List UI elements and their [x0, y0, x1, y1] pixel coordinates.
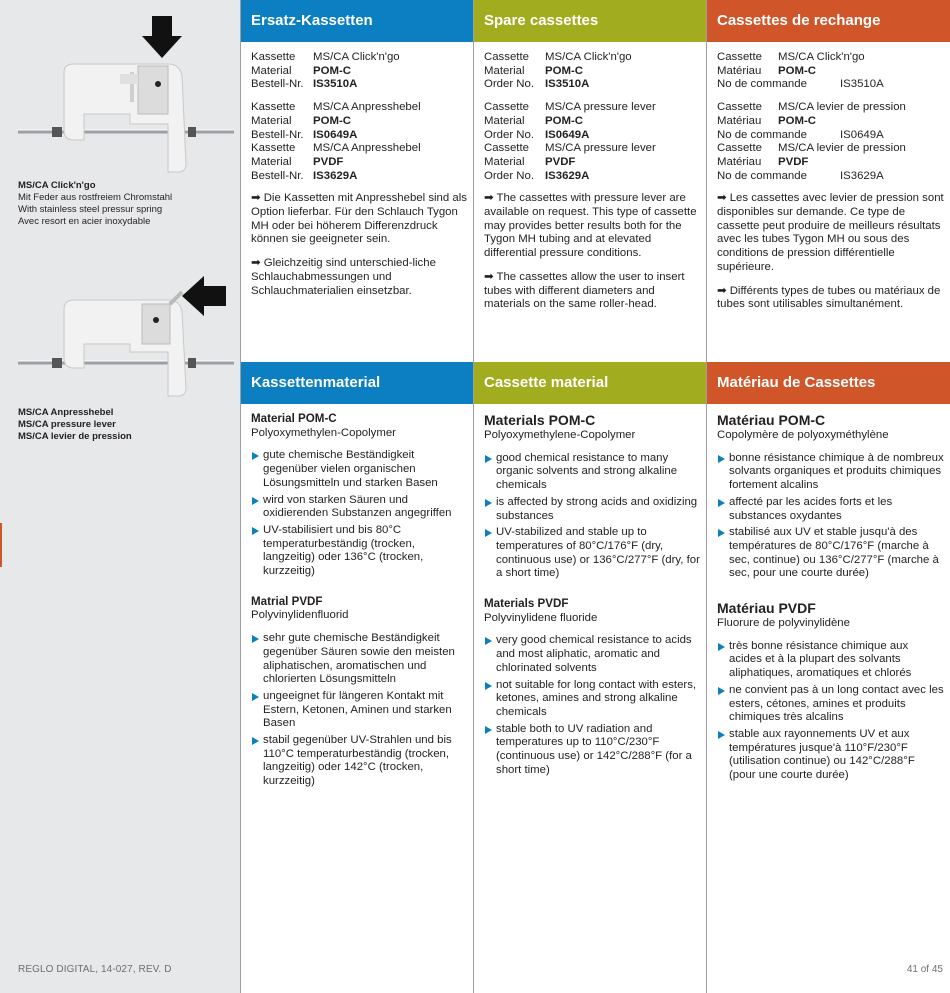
column-german: [241, 0, 474, 993]
figure2-caption-line: MS/CA pressure lever: [18, 419, 116, 430]
list-item: good chemical resistance to many organic solvents and strong alkaline chemicals: [484, 452, 700, 493]
list-item: UV-stabilized and stable up to temperatures of 80°C/176°F (dry, continuous use) or 136°C/277°F (dry, for a short time): [484, 526, 700, 581]
spec-table: [717, 51, 944, 78]
property-list: [484, 634, 700, 777]
spec-table: [717, 142, 944, 169]
spec-label: Cassette: [484, 51, 529, 63]
property-list: [484, 452, 700, 581]
spec-value: PVDF: [778, 155, 809, 168]
list-item: bonne résistance chimique à de nombreux solvants organiques et produits chimiques fortement alcalins: [717, 452, 944, 493]
list-item: ungeeignet für längeren Kontakt mit Estern, Ketonen, Aminen und starken Basen: [251, 690, 467, 731]
spec-value: POM-C: [545, 114, 583, 127]
spec-value: MS/CA levier de pression: [778, 101, 906, 114]
property-list: [251, 632, 467, 789]
order-number: IS3510A: [840, 78, 884, 91]
figure1-caption: [18, 180, 233, 228]
property-list: [717, 452, 944, 581]
spec-label: Order No.: [484, 78, 535, 91]
list-item: wird von starken Säuren und oxidierenden Substanzen angegriffen: [251, 494, 467, 521]
spec-label: Cassette: [717, 101, 762, 114]
spec-label: Bestell-Nr.: [251, 78, 304, 91]
spec-label: Cassette: [484, 101, 529, 114]
list-item: UV-stabilisiert und bis 80°C temperaturbeständig (trocken, langzeitig) oder 136°C (trocken, kurzzeitig): [251, 524, 467, 579]
cassette-material-section: [484, 410, 700, 780]
note-paragraph: ➡ Gleichzeitig sind unterschied-liche Schlauchabmessungen und Schlauchmaterialien einsetzbar.: [251, 257, 436, 297]
list-item: stable aux rayonnements UV et aux températures jusque'à 110°F/230°F (utilisation continue) ou 142°C/288°F (pour une courte durée): [717, 728, 944, 783]
material-title: Material POM-C: [251, 412, 337, 425]
material-title: Materials PVDF: [484, 597, 569, 611]
down-arrow-icon: [142, 16, 182, 58]
spec-label: Material: [484, 64, 525, 77]
order-number: IS3629A: [840, 169, 884, 182]
list-item: stabil gegenüber UV-Strahlen und bis 110°C temperaturbeständig (trocken, langzeitig) oder 142°C (trocken, kurzzeitig): [251, 734, 467, 789]
list-item: ne convient pas à un long contact avec les esters, cétones, amines et produits chimiques très alcalins: [717, 684, 944, 725]
spec-label: Bestell-Nr.: [251, 169, 304, 182]
header-spare-cassettes: Ersatz-Kassetten: [241, 0, 473, 42]
spec-order-row: [717, 170, 944, 184]
figure1-caption-line: With stainless steel pressur spring: [18, 204, 163, 215]
spec-value: MS/CA pressure lever: [545, 142, 656, 155]
material-title: Matériau POM-C: [717, 412, 826, 428]
material-subtitle: Polyvinylidenfluorid: [251, 609, 349, 622]
spec-value: POM-C: [778, 64, 816, 77]
material-title: Matrial PVDF: [251, 594, 323, 608]
spec-label: Bestell-Nr.: [251, 128, 304, 141]
column-french: [707, 0, 950, 993]
spec-value: POM-C: [313, 64, 351, 77]
note-paragraph: ➡ The cassettes allow the user to insert tubes with different diameters and materials on the same roller-head.: [484, 270, 685, 311]
spec-label: Order No.: [484, 169, 535, 182]
spec-value: MS/CA Click'n'go: [313, 51, 400, 63]
page-number: 41 of 45: [906, 964, 943, 975]
spec-label: Matériau: [717, 114, 762, 127]
spec-label: Cassette: [717, 51, 762, 63]
spare-cassettes-section: [484, 51, 700, 312]
material-subtitle: Polyoxymethylene-Copolymer: [484, 429, 636, 441]
list-item: très bonne résistance chimique aux acides et à la plupart des solvants aliphatiques, aromatiques et chlorés: [717, 640, 944, 681]
material-title: Matériau PVDF: [717, 600, 816, 617]
spec-label: Order No.: [484, 128, 535, 141]
list-item: is affected by strong acids and oxidizing substances: [484, 496, 700, 523]
list-item: gute chemische Beständigkeit gegenüber vielen organischen Lösungsmitteln und starken Basen: [251, 449, 467, 490]
spec-value: MS/CA Anpresshebel: [313, 142, 421, 155]
spec-order-row: [717, 129, 944, 143]
spec-label: Cassette: [717, 142, 762, 155]
property-list: [717, 640, 944, 783]
spec-label: No de commande: [717, 78, 807, 91]
order-number: IS3629A: [545, 169, 590, 182]
note-paragraph: ➡ Différents types de tubes ou matériaux de tubes sont utilisables simultanément.: [717, 284, 941, 311]
spec-label: Material: [484, 155, 525, 168]
spec-label: Kassette: [251, 101, 296, 114]
spec-order-row: [717, 78, 944, 92]
figure2-caption: [18, 407, 233, 443]
spec-table: [251, 101, 467, 183]
spec-label: No de commande: [717, 128, 807, 141]
material-subtitle: Fluorure de polyvinylidène: [717, 617, 850, 630]
spec-label: Kassette: [251, 51, 296, 63]
column-english: [474, 0, 707, 993]
cassette-material-section: [717, 410, 944, 786]
document-reference: REGLO DIGITAL, 14-027, REV. D: [18, 964, 172, 975]
spec-value: POM-C: [778, 114, 816, 127]
spec-value: PVDF: [545, 155, 576, 168]
spec-label: Matériau: [717, 64, 762, 77]
spec-table: [484, 101, 700, 183]
order-number: IS0649A: [840, 128, 884, 141]
material-title: Materials POM-C: [484, 412, 596, 428]
spec-table: [484, 51, 700, 92]
list-item: affecté par les acides forts et les substances oxydantes: [717, 496, 944, 523]
spare-cassettes-section: [717, 51, 944, 312]
left-arrow-icon: [182, 276, 226, 316]
spec-value: MS/CA Anpresshebel: [313, 101, 421, 114]
figure2-caption-line: MS/CA Anpresshebel: [18, 407, 114, 418]
spec-label: Material: [251, 64, 292, 77]
figure1-caption-title: MS/CA Click'n'go: [18, 180, 96, 191]
spec-value: MS/CA Click'n'go: [545, 51, 632, 63]
list-item: very good chemical resistance to acids and most aliphatic, aromatic and chlorinated solvents: [484, 634, 700, 675]
spec-value: POM-C: [313, 114, 351, 127]
header-cassette-material: Kassettenmaterial: [241, 362, 473, 404]
list-item: stable both to UV radiation and temperatures up to 110°C/230°F (continuous use) or 142°C/288°F (for a short time): [484, 723, 700, 778]
order-number: IS0649A: [313, 128, 358, 141]
header-spare-cassettes: Spare cassettes: [474, 0, 706, 42]
list-item: not suitable for long contact with esters, ketones, amines and strong alkaline chemicals: [484, 679, 700, 720]
spec-label: Cassette: [484, 142, 529, 155]
spec-label: Kassette: [251, 142, 296, 155]
spare-cassettes-section: [251, 51, 467, 298]
figure1-caption-line: Avec resort en acier inoxydable: [18, 216, 151, 227]
list-item: sehr gute chemische Beständigkeit gegenüber Säuren sowie den meisten aliphatischen, aromatischen und chlorierten Lösungsmitteln: [251, 632, 467, 687]
cassette-pressure-lever-image: [18, 270, 234, 400]
header-cassette-material: Matériau de Cassettes: [707, 362, 950, 404]
property-list: [251, 449, 467, 578]
spec-label: Material: [484, 114, 525, 127]
section-tab-marker: [0, 523, 2, 567]
list-item: stabilisé aux UV et stable jusqu'à des températures de 80°C/176°F (marche à sec, continue) ou 136°C/277°F (marche à sec, pour une courte durée): [717, 526, 944, 581]
spec-table: [251, 51, 467, 92]
note-paragraph: ➡ The cassettes with pressure lever are available on request. This type of cassette may provides better results both for the Tygon MH tubing and at elevated differential pressure conditions.: [484, 192, 697, 260]
spec-table: [717, 101, 944, 128]
header-cassette-material: Cassette material: [474, 362, 706, 404]
spec-value: POM-C: [545, 64, 583, 77]
order-number: IS3510A: [313, 78, 358, 91]
figure2-caption-line: MS/CA levier de pression: [18, 431, 132, 442]
cassette-clickngo-image: [18, 14, 234, 179]
sidebar: [0, 0, 241, 993]
order-number: IS0649A: [545, 128, 590, 141]
spec-label: No de commande: [717, 169, 807, 182]
material-subtitle: Polyoxymethylen-Copolymer: [251, 426, 396, 439]
spec-label: Matériau: [717, 155, 762, 168]
spec-value: PVDF: [313, 155, 344, 168]
spec-value: MS/CA levier de pression: [778, 142, 906, 155]
spec-label: Material: [251, 114, 292, 127]
material-subtitle: Copolymère de polyoxyméthylène: [717, 429, 889, 441]
cassette-material-section: [251, 410, 467, 792]
header-spare-cassettes: Cassettes de rechange: [707, 0, 950, 42]
spec-value: MS/CA pressure lever: [545, 101, 656, 114]
note-paragraph: ➡ Les cassettes avec levier de pression sont disponibles sur demande. Ce type de cassette peut produire de meilleurs résultats avec les tubes Tygon MH ou sous des conditions de pression différentielle supérieure.: [717, 192, 944, 273]
spec-value: MS/CA Click'n'go: [778, 51, 865, 63]
material-subtitle: Polyvinylidene fluoride: [484, 611, 598, 624]
spec-label: Material: [251, 155, 292, 168]
note-paragraph: ➡ Die Kassetten mit Anpresshebel sind als Option lieferbar. Für den Schlauch Tygon MH oder bei höherem Differenzdruck können sie geeigneter sein.: [251, 192, 467, 246]
order-number: IS3510A: [545, 78, 590, 91]
order-number: IS3629A: [313, 169, 358, 182]
figure1-caption-line: Mit Feder aus rostfreiem Chromstahl: [18, 192, 173, 203]
